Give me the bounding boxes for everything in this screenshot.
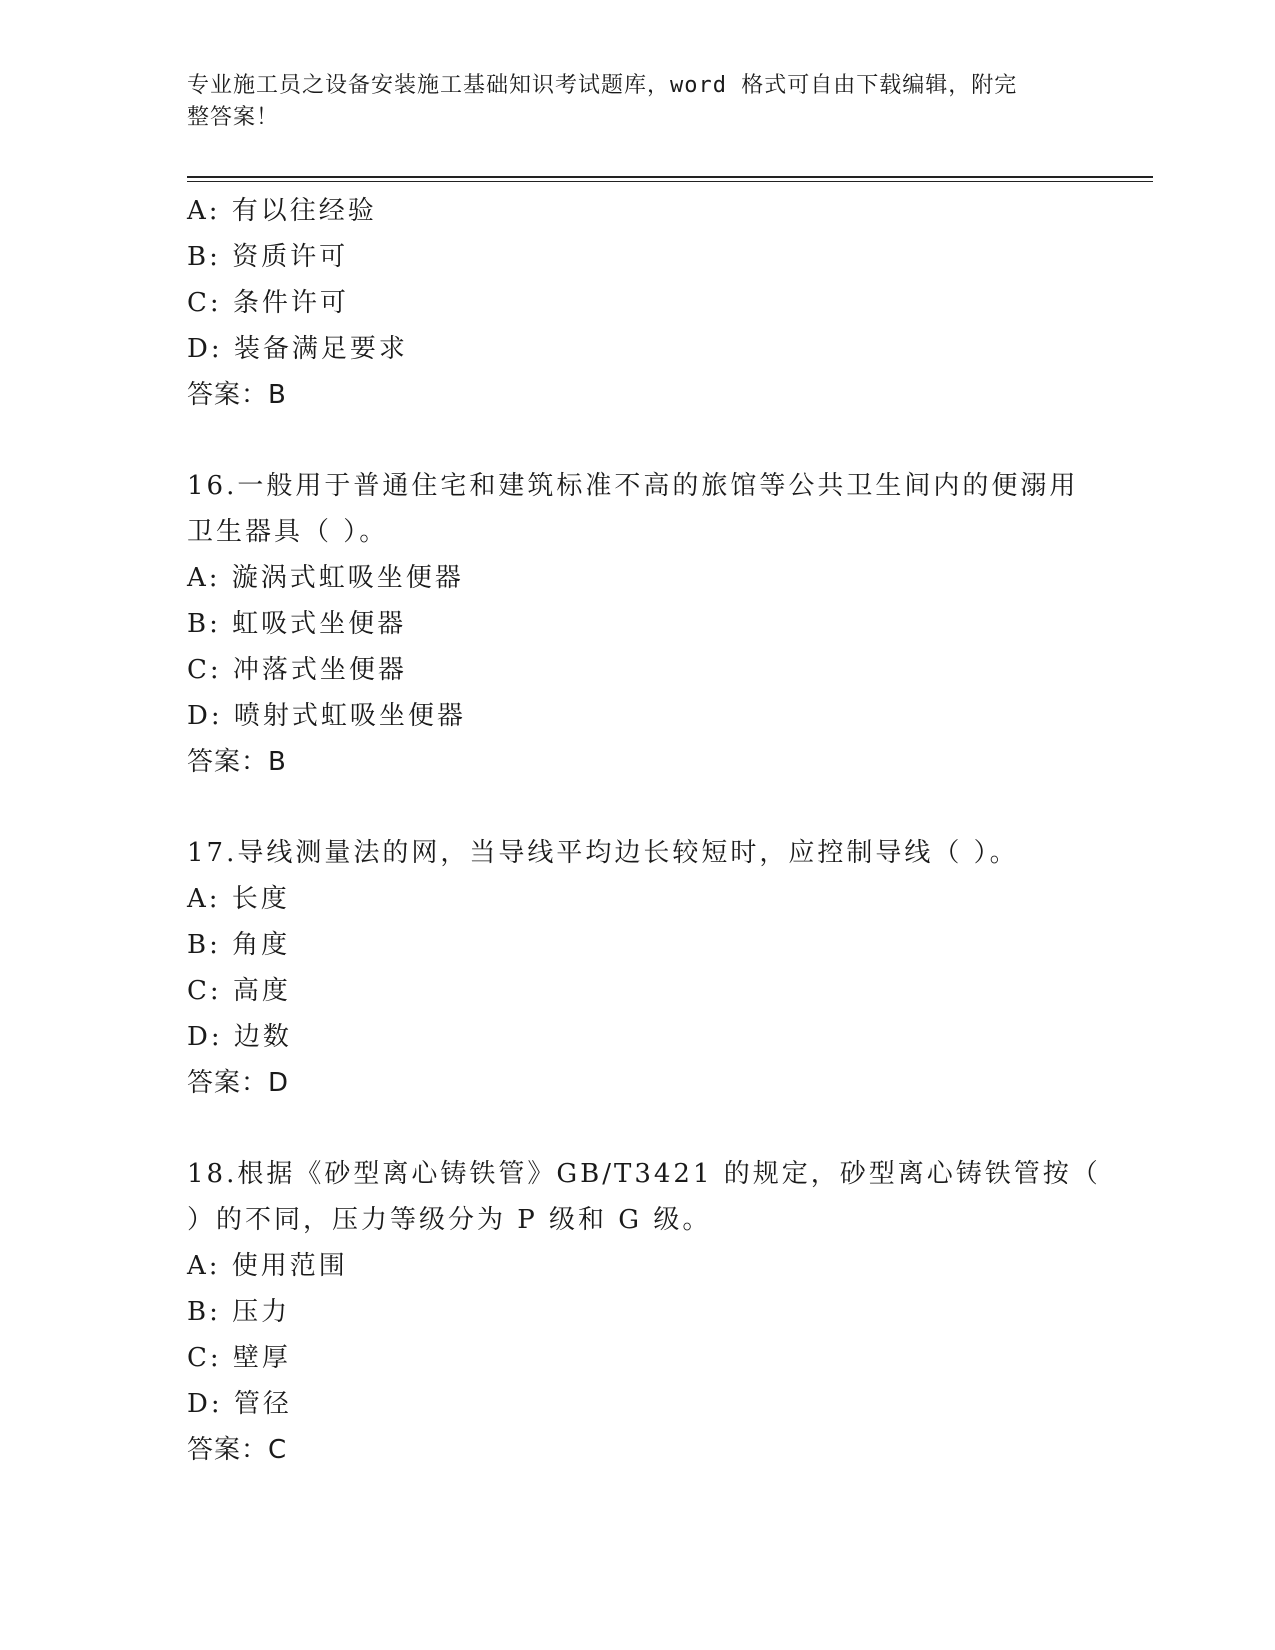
document-header [187, 70, 1067, 134]
option-d: D: 装备满足要求 [187, 334, 408, 364]
option-a: A: 使用范围 [187, 1251, 348, 1281]
header-line-1: 专业施工员之设备安装施工基础知识考试题库，word 格式可自由下载编辑，附完 [187, 73, 1018, 98]
question-stem: 17.导线测量法的网，当导线平均边长较短时，应控制导线（ ）。 [187, 838, 1019, 868]
question-stem: 16.一般用于普通住宅和建筑标准不高的旅馆等公共卫生间内的便溺用 [187, 471, 1079, 501]
option-c: C: 壁厚 [187, 1343, 291, 1373]
option-b: B: 压力 [187, 1297, 291, 1327]
header-divider [187, 176, 1153, 182]
option-c: C: 冲落式坐便器 [187, 655, 407, 685]
option-c: C: 高度 [187, 976, 291, 1006]
option-b: B: 虹吸式坐便器 [187, 609, 407, 639]
option-a: A: 长度 [187, 884, 290, 914]
option-d: D: 管径 [187, 1389, 292, 1419]
question-stem-continued: ）的不同，压力等级分为 P 级和 G 级。 [187, 1205, 712, 1235]
question-stem-continued: 卫生器具（ ）。 [187, 517, 389, 547]
option-a: A: 漩涡式虹吸坐便器 [187, 563, 464, 593]
question-list [187, 188, 1101, 1473]
question-stem: 18.根据《砂型离心铸铁管》GB/T3421 的规定，砂型离心铸铁管按（ [187, 1159, 1101, 1189]
answer-line: 答案：D [187, 1068, 290, 1098]
answer-line: 答案：C [187, 1435, 288, 1465]
question-16 [187, 463, 1087, 785]
spacer [187, 418, 1087, 463]
answer-line: 答案：B [187, 380, 287, 410]
option-c: C: 条件许可 [187, 288, 349, 318]
option-b: B: 资质许可 [187, 242, 349, 272]
question-15 [187, 188, 1087, 418]
answer-line: 答案：B [187, 747, 287, 777]
question-17 [187, 830, 1087, 1106]
option-d: D: 边数 [187, 1022, 292, 1052]
question-18 [187, 1151, 1101, 1473]
spacer [187, 1106, 1087, 1151]
header-line-2: 整答案！ [187, 105, 280, 130]
spacer [187, 785, 1087, 830]
option-d: D: 喷射式虹吸坐便器 [187, 701, 466, 731]
option-a: A: 有以往经验 [187, 196, 377, 226]
option-b: B: 角度 [187, 930, 291, 960]
